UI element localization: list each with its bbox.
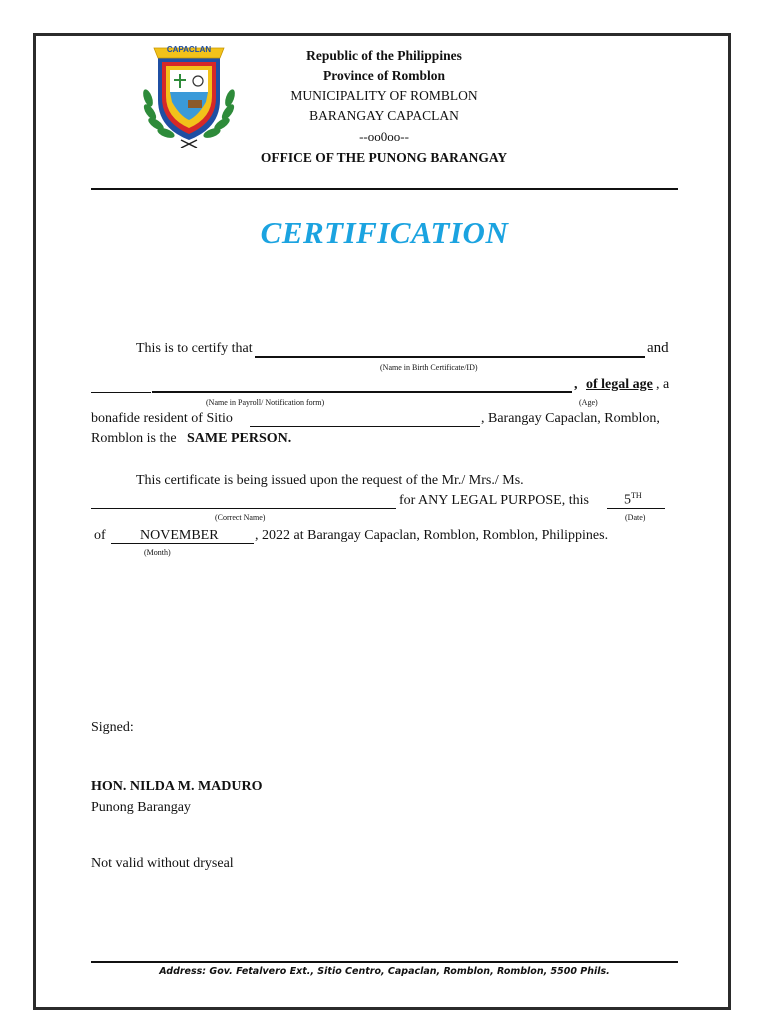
footer-address: Address: Gov. Fetalvero Ext., Sitio Centro, Capaclan, Romblon, Romblon, 5500 Phils. xyxy=(159,966,610,977)
seal-banner-text: CAPACLAN xyxy=(166,45,212,54)
of-text: of xyxy=(94,528,106,543)
header-province: Province of Romblon xyxy=(323,68,445,83)
month-value: NOVEMBER xyxy=(140,528,219,543)
sitio-field[interactable] xyxy=(250,426,480,427)
signatory-name: HON. NILDA M. MADURO xyxy=(91,779,263,794)
barangay-text: , Barangay Capaclan, Romblon, xyxy=(481,411,660,426)
header-municipality: MUNICIPALITY OF ROMBLON xyxy=(290,88,478,103)
and-text: and xyxy=(647,340,669,356)
payroll-name-field-start[interactable] xyxy=(91,392,151,393)
correct-name-label: (Correct Name) xyxy=(215,513,266,522)
header-divider xyxy=(91,188,678,190)
document-title: CERTIFICATION xyxy=(260,215,509,250)
barangay-seal xyxy=(136,40,242,148)
correct-name-field[interactable] xyxy=(91,508,396,509)
date-value: 5TH xyxy=(624,491,642,508)
month-label: (Month) xyxy=(144,548,171,557)
header-separator: --oo0oo-- xyxy=(359,129,409,144)
header-barangay: BARANGAY CAPACLAN xyxy=(309,108,459,123)
age-label: (Age) xyxy=(579,398,598,407)
date-label: (Date) xyxy=(625,513,646,522)
footer-divider xyxy=(91,961,678,963)
same-person-text: SAME PERSON. xyxy=(187,431,292,446)
legal-age-suffix: , a xyxy=(656,377,670,392)
payroll-name-field[interactable] xyxy=(152,391,572,393)
romblon-text: Romblon is the xyxy=(91,431,177,446)
header-republic: Republic of the Philippines xyxy=(306,48,462,63)
dryseal-note: Not valid without dryseal xyxy=(91,856,234,871)
purpose-text: for ANY LEGAL PURPOSE, this xyxy=(399,493,589,508)
header-office: OFFICE OF THE PUNONG BARANGAY xyxy=(260,150,508,165)
birth-name-label: (Name in Birth Certificate/ID) xyxy=(380,363,478,372)
request-text: This certificate is being issued upon the request of the Mr./ Mrs./ Ms. xyxy=(136,473,524,488)
certify-intro: This is to certify that xyxy=(136,341,253,356)
signed-label: Signed: xyxy=(91,720,134,735)
bonafide-text: bonafide resident of Sitio xyxy=(91,411,233,426)
legal-age-text: of legal age xyxy=(586,377,653,392)
signatory-position: Punong Barangay xyxy=(91,800,191,815)
year-place-text: , 2022 at Barangay Capaclan, Romblon, Romblon, Philippines. xyxy=(255,528,609,543)
birth-name-field[interactable] xyxy=(255,356,645,358)
legal-age-comma: , xyxy=(574,377,578,392)
payroll-name-label: (Name in Payroll/ Notification form) xyxy=(206,398,325,407)
